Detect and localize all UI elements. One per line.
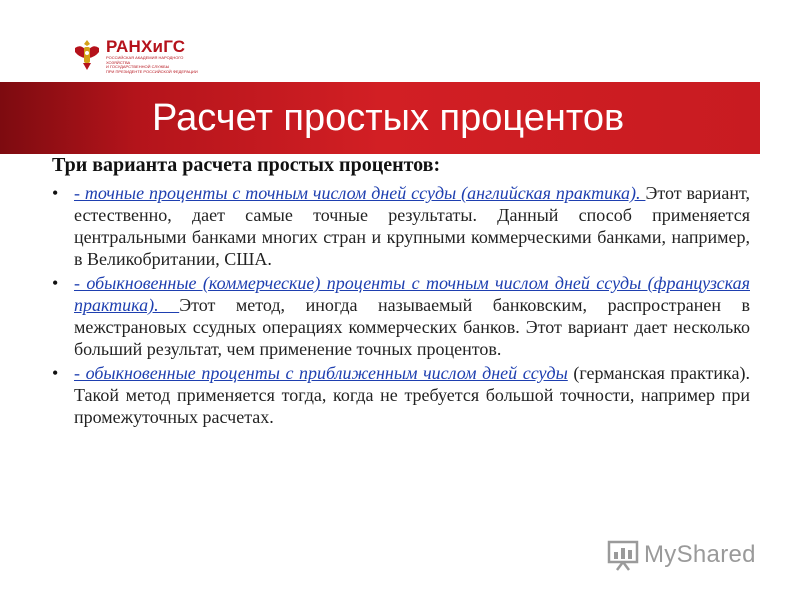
ranepa-logo xyxy=(72,38,206,74)
watermark-text: MyShared xyxy=(644,541,756,568)
slide-subtitle: Три варианта расчета простых процентов: xyxy=(52,154,441,176)
slide-title: Расчет простых процентов xyxy=(152,97,625,139)
title-banner xyxy=(0,82,760,154)
logo-name: РАНХиГС xyxy=(106,37,186,56)
bullet-icon: • xyxy=(52,273,59,293)
list-item xyxy=(52,182,752,270)
item-body: (германская практика). Такой метод применяется тогда, когда не требуется большой точности, например при промежуточных расчетах. xyxy=(74,363,751,427)
item-body: Этот метод, иногда называемый банковским, распространен в межстрановых ссудных операциях коммерческих банков. Этот вариант дает несколько больший результат, чем применение точных процентов. xyxy=(74,295,750,359)
item-text xyxy=(74,362,750,428)
item-highlight: - обыкновенные проценты с приближенным числом дней ссуды xyxy=(74,363,568,383)
logo-subtitle-line: И ГОСУДАРСТВЕННОЙ СЛУЖБЫ xyxy=(106,64,170,70)
logo-subtitle-line: ПРИ ПРЕЗИДЕНТЕ РОССИЙСКОЙ ФЕДЕРАЦИИ xyxy=(106,68,198,74)
eagle-emblem-icon xyxy=(72,38,102,72)
bullet-icon: • xyxy=(52,183,59,203)
item-highlight: - обыкновенные (коммерческие) проценты с точным числом дней ссуды (французская практика). xyxy=(74,273,750,315)
list-item xyxy=(52,362,752,428)
item-text xyxy=(74,272,750,360)
myshared-watermark xyxy=(606,538,756,572)
bullet-list xyxy=(52,182,752,430)
item-highlight: - точные проценты с точным числом дней ссуды (английская практика). xyxy=(74,183,646,203)
bullet-icon: • xyxy=(52,363,59,383)
item-body: Этот вариант, естественно, дает самые точные результаты. Данный способ применяется центральными банками многих стран и крупными коммерческими банками, например, в Великобритании, США. xyxy=(74,183,750,269)
presentation-icon xyxy=(606,538,640,572)
logo-subtitle xyxy=(106,56,206,74)
list-item xyxy=(52,272,752,360)
logo-subtitle-line: РОССИЙСКАЯ АКАДЕМИЯ НАРОДНОГО ХОЗЯЙСТВА xyxy=(106,55,184,65)
item-text xyxy=(74,182,750,270)
